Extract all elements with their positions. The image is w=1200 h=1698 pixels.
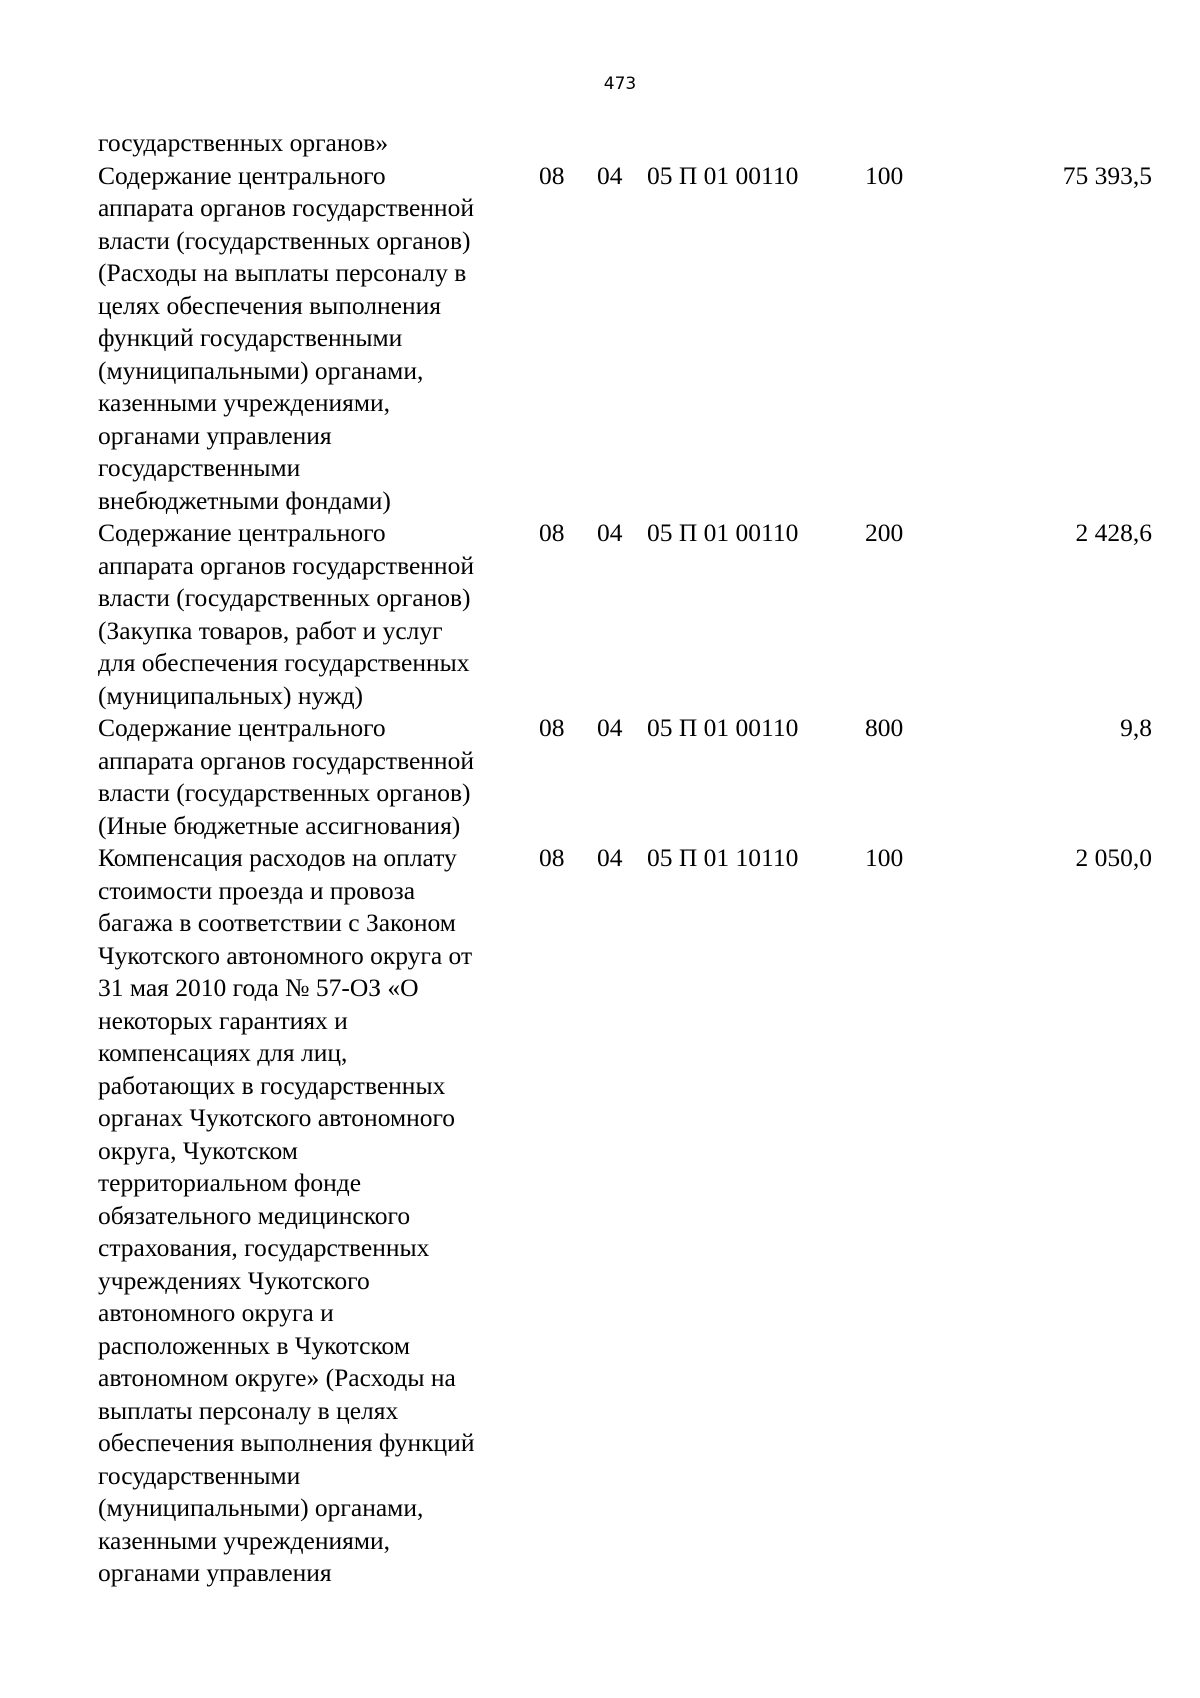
amount: 2 428,6 — [1075, 518, 1152, 547]
expense-type-code: 100 — [865, 160, 904, 190]
expense-description: государственных органов» — [98, 128, 389, 157]
expense-description: Содержание центрального аппарата органов государственной власти (государственных органов) (Закупка товаров, работ и услуг для обеспечения государственных (муниципальных) нужд) — [98, 518, 474, 710]
expense-type-code: 100 — [865, 843, 904, 872]
amount: 75 393,5 — [1062, 160, 1152, 190]
subsection-code: 04 — [597, 160, 623, 190]
subsection-code: 04 — [597, 713, 623, 742]
section-code: 08 — [539, 160, 565, 190]
expense-description: Содержание центрального аппарата органов государственной власти (государственных органов) (Расходы на выплаты персоналу в целях обеспечения выполнения функций государственными (муниципальными) органами, казенными учреждениями, органами управления государственными внебюджетными фондами) — [98, 160, 474, 515]
expense-type-code: 200 — [865, 518, 904, 547]
table-row — [98, 517, 1152, 712]
budget-table — [98, 127, 1152, 1590]
expense-type-code: 800 — [865, 713, 904, 742]
expense-description: Содержание центрального аппарата органов государственной власти (государственных органов) (Иные бюджетные ассигнования) — [98, 713, 474, 840]
page-number: 473 — [603, 74, 637, 94]
subsection-code: 04 — [597, 843, 623, 872]
target-article-code: 05 П 01 00110 — [647, 713, 799, 742]
target-article-code: 05 П 01 00110 — [647, 160, 799, 190]
target-article-code: 05 П 01 10110 — [647, 843, 799, 872]
subsection-code: 04 — [597, 518, 623, 547]
table-row — [98, 842, 1152, 1590]
section-code: 08 — [539, 843, 565, 872]
amount: 2 050,0 — [1075, 843, 1152, 872]
expense-description: Компенсация расходов на оплату стоимости проезда и провоза багажа в соответствии с Законом Чукотского автономного округа от 31 мая 2010 года № 57-ОЗ «О некоторых гарантиях и компенсациях для лиц, работающих в государственных органах Чукотского автономного округа, Чукотском территориальном фонде обязательного медицинского страхования, государственных учреждениях Чукотского автономного округа и расположенных в Чукотском автономном округе» (Расходы на выплаты персоналу в целях обеспечения выполнения функций государственными (муниципальными) органами, казенными учреждениями, органами управления — [98, 843, 475, 1587]
table-row — [98, 712, 1152, 842]
target-article-code: 05 П 01 00110 — [647, 518, 799, 547]
amount: 9,8 — [1120, 713, 1152, 742]
section-code: 08 — [539, 713, 565, 742]
section-code: 08 — [539, 518, 565, 547]
table-row — [98, 160, 1152, 518]
table-row — [98, 127, 1152, 160]
